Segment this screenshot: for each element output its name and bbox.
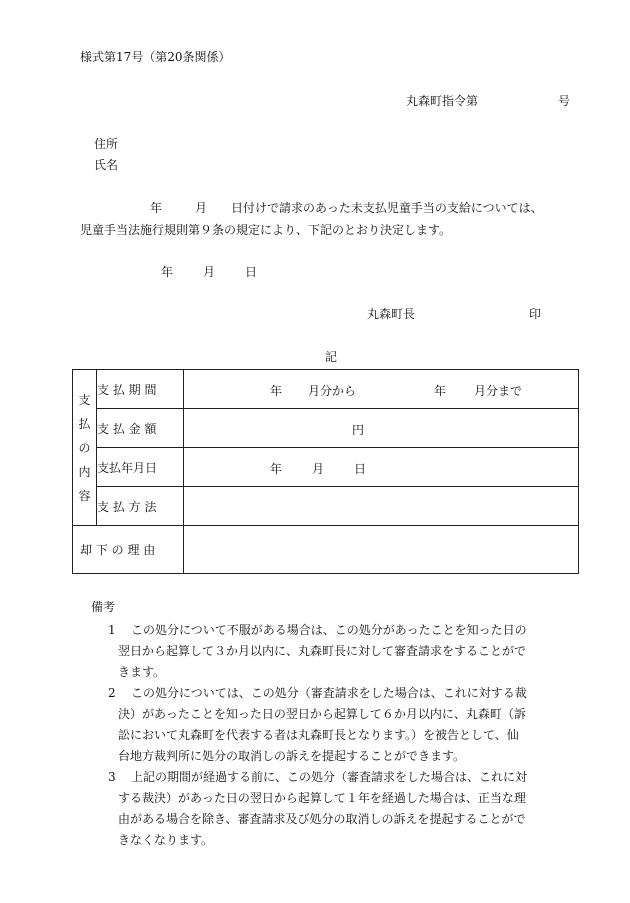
body-line2: 児童手当法施行規則第９条の規定により、下記のとおり決定します。: [80, 223, 452, 237]
payment-method-label: 支 払 方 法: [97, 487, 184, 526]
payment-period-label: 支 払 期 間: [97, 370, 184, 409]
doc-number-prefix: 丸森町指令第: [406, 94, 479, 108]
payment-date-cell: 年 月 日: [184, 448, 579, 487]
body-month: 月: [195, 201, 208, 215]
rejection-reason-cell: [184, 526, 579, 574]
note-item: 3 上記の期間が経過する前に、この処分（審査請求をした場合は、これに対 する裁決）があった日の翌日から起算して１年を経過した場合は、正当な理 由がある場合を除き、審査請求及び処分の取消しの訴えを提起することがで きなくなります。: [108, 770, 528, 847]
form-number: 様式第17号（第20条関係）: [80, 50, 231, 64]
rejection-reason-label: 却 下 の 理 由: [73, 526, 184, 574]
notes-title: 備考: [91, 600, 116, 614]
notes: [80, 597, 590, 851]
payment-date-label: 支払年月日: [97, 448, 184, 487]
note-item: 1 この処分について不服がある場合は、この処分があったことを知った日の 翌日から起算して３か月以内に、丸森町長に対して審査請求をすることがで きます。: [108, 623, 527, 679]
doc-number-suffix: 号: [558, 94, 571, 108]
decision-month: 月: [203, 265, 216, 279]
body-year: 年: [150, 201, 163, 215]
payment-amount-label: 支 払 金 額: [97, 409, 184, 448]
payment-content-group-label: 支 払 の 内 容: [73, 370, 97, 526]
address-label: 住所: [94, 137, 119, 151]
record-heading: 記: [325, 350, 338, 364]
note-item: 2 この処分については、この処分（審査請求をした場合は、これに対する裁 決）があったことを知った日の翌日から起算して６か月以内に、丸森町（訴 訟において丸森町を代表する者は丸森町長となります。）を被告として、仙 台地方裁判所に処分の取消しの訴えを提起することができます。: [108, 686, 527, 763]
decision-year: 年: [161, 265, 174, 279]
payment-period-cell: 年 月分から 年 月分まで: [184, 370, 579, 409]
payment-method-cell: [184, 487, 579, 526]
body-line1: 日付けで請求のあった未支払児童手当の支給については、: [231, 201, 543, 215]
name-label: 氏名: [94, 158, 119, 172]
payment-amount-cell: 円: [184, 409, 579, 448]
issuer-seal: 印: [529, 307, 542, 321]
issuer-title: 丸森町長: [367, 307, 416, 321]
decision-day: 日: [245, 265, 258, 279]
payment-table: [72, 369, 579, 574]
